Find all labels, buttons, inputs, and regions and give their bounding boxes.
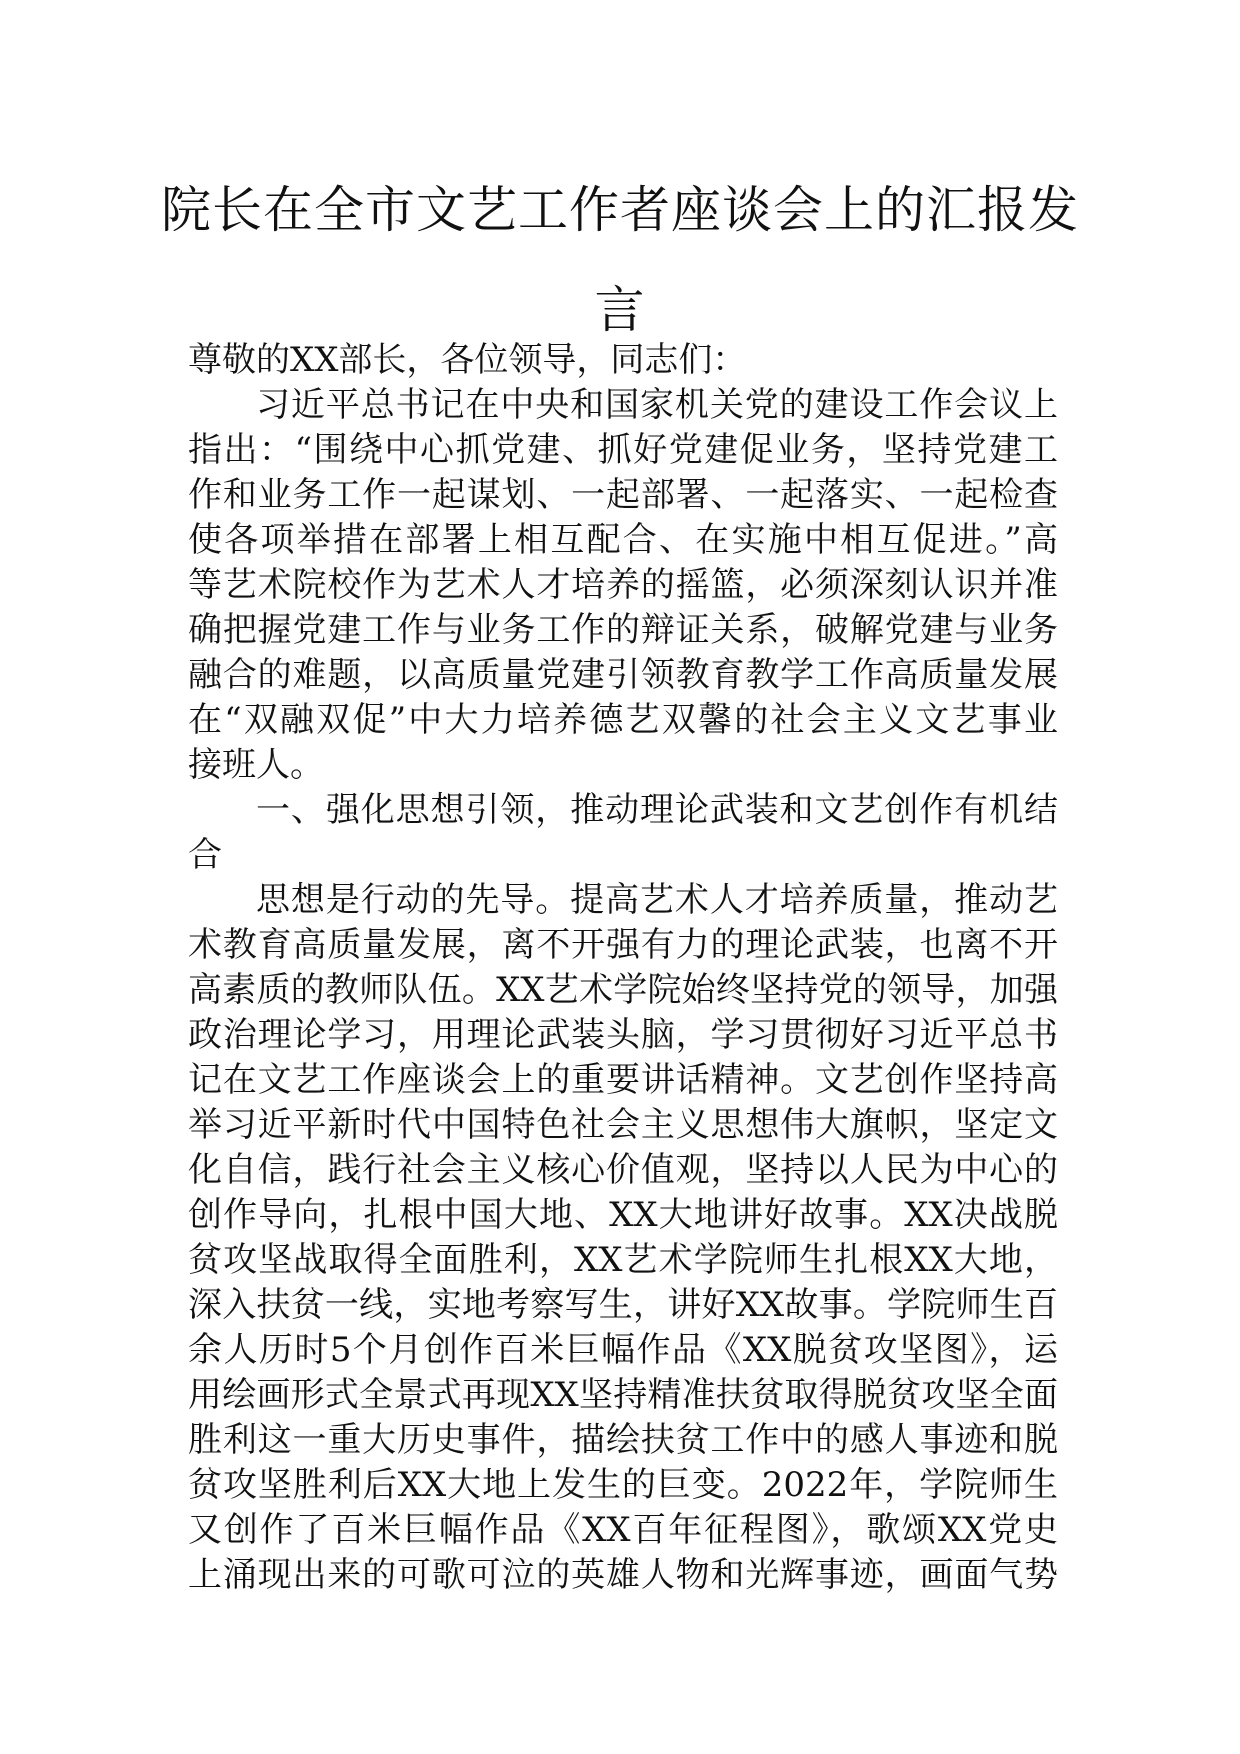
paragraph-line: 贫攻坚胜利后XX大地上发生的巨变。2022年，学院师生 (188, 1465, 1058, 1505)
paragraph-line: 高素质的教师队伍。XX艺术学院始终坚持党的领导，加强 (188, 970, 1058, 1010)
section-heading-1 (188, 788, 1058, 878)
paragraph-line: 举习近平新时代中国特色社会主义思想伟大旗帜，坚定文 (188, 1105, 1058, 1145)
paragraph-line: 又创作了百米巨幅作品《XX百年征程图》，歌颂XX党史 (188, 1510, 1058, 1550)
paragraph-line: 胜利这一重大历史事件，描绘扶贫工作中的感人事迹和脱 (188, 1420, 1058, 1460)
title-line: 院长在全市文艺工作者座谈会上的汇报发 (161, 181, 1079, 239)
paragraph-line: 用绘画形式全景式再现XX坚持精准扶贫取得脱贫攻坚全面 (188, 1375, 1058, 1415)
paragraph-line: 等艺术院校作为艺术人才培养的摇篮，必须深刻认识并准 (188, 565, 1058, 605)
paragraph-line: 创作导向，扎根中国大地、XX大地讲好故事。XX决战脱 (188, 1195, 1058, 1235)
paragraph-line: 深入扶贫一线，实地考察写生，讲好XX故事。学院师生百 (188, 1285, 1058, 1325)
paragraph-line: 习近平总书记在中央和国家机关党的建设工作会议上 (256, 385, 1058, 425)
heading-line: 一、强化思想引领，推动理论武装和文艺创作有机结 (256, 790, 1058, 830)
heading-line: 合 (188, 835, 222, 875)
paragraph-line: 确把握党建工作与业务工作的辩证关系，破解党建与业务 (188, 610, 1058, 650)
document-body (188, 338, 1058, 1598)
paragraph-line: 融合的难题，以高质量党建引领教育教学工作高质量发展 (188, 655, 1058, 695)
paragraph-section-1 (188, 878, 1058, 1598)
paragraph-line: 指出：“围绕中心抓党建、抓好党建促业务，坚持党建工 (188, 430, 1058, 470)
paragraph-line: 接班人。 (188, 745, 324, 785)
paragraph-line: 余人历时5个月创作百米巨幅作品《XX脱贫攻坚图》，运 (188, 1330, 1058, 1370)
paragraph-line: 使各项举措在部署上相互配合、在实施中相互促进。”高 (188, 520, 1058, 560)
paragraph-intro (188, 383, 1058, 788)
paragraph-line: 在“双融双促”中大力培养德艺双馨的社会主义文艺事业 (188, 700, 1058, 740)
paragraph-line: 贫攻坚战取得全面胜利，XX艺术学院师生扎根XX大地， (188, 1240, 1058, 1280)
paragraph-line: 上涌现出来的可歌可泣的英雄人物和光辉事迹，画面气势 (188, 1555, 1058, 1595)
paragraph-line: 化自信，践行社会主义核心价值观，坚持以人民为中心的 (188, 1150, 1058, 1190)
paragraph-line: 政治理论学习，用理论武装头脑，学习贯彻好习近平总书 (188, 1015, 1058, 1055)
paragraph-line: 思想是行动的先导。提高艺术人才培养质量，推动艺 (256, 880, 1058, 920)
paragraph-line: 记在文艺工作座谈会上的重要讲话精神。文艺创作坚持高 (188, 1060, 1058, 1100)
title-line: 言 (594, 281, 646, 339)
document-title (150, 160, 1090, 360)
paragraph-line: 作和业务工作一起谋划、一起部署、一起落实、一起检查 (188, 475, 1058, 515)
salutation: 尊敬的XX部长，各位领导，同志们： (188, 340, 747, 380)
paragraph-line: 术教育高质量发展，离不开强有力的理论武装，也离不开 (188, 925, 1058, 965)
